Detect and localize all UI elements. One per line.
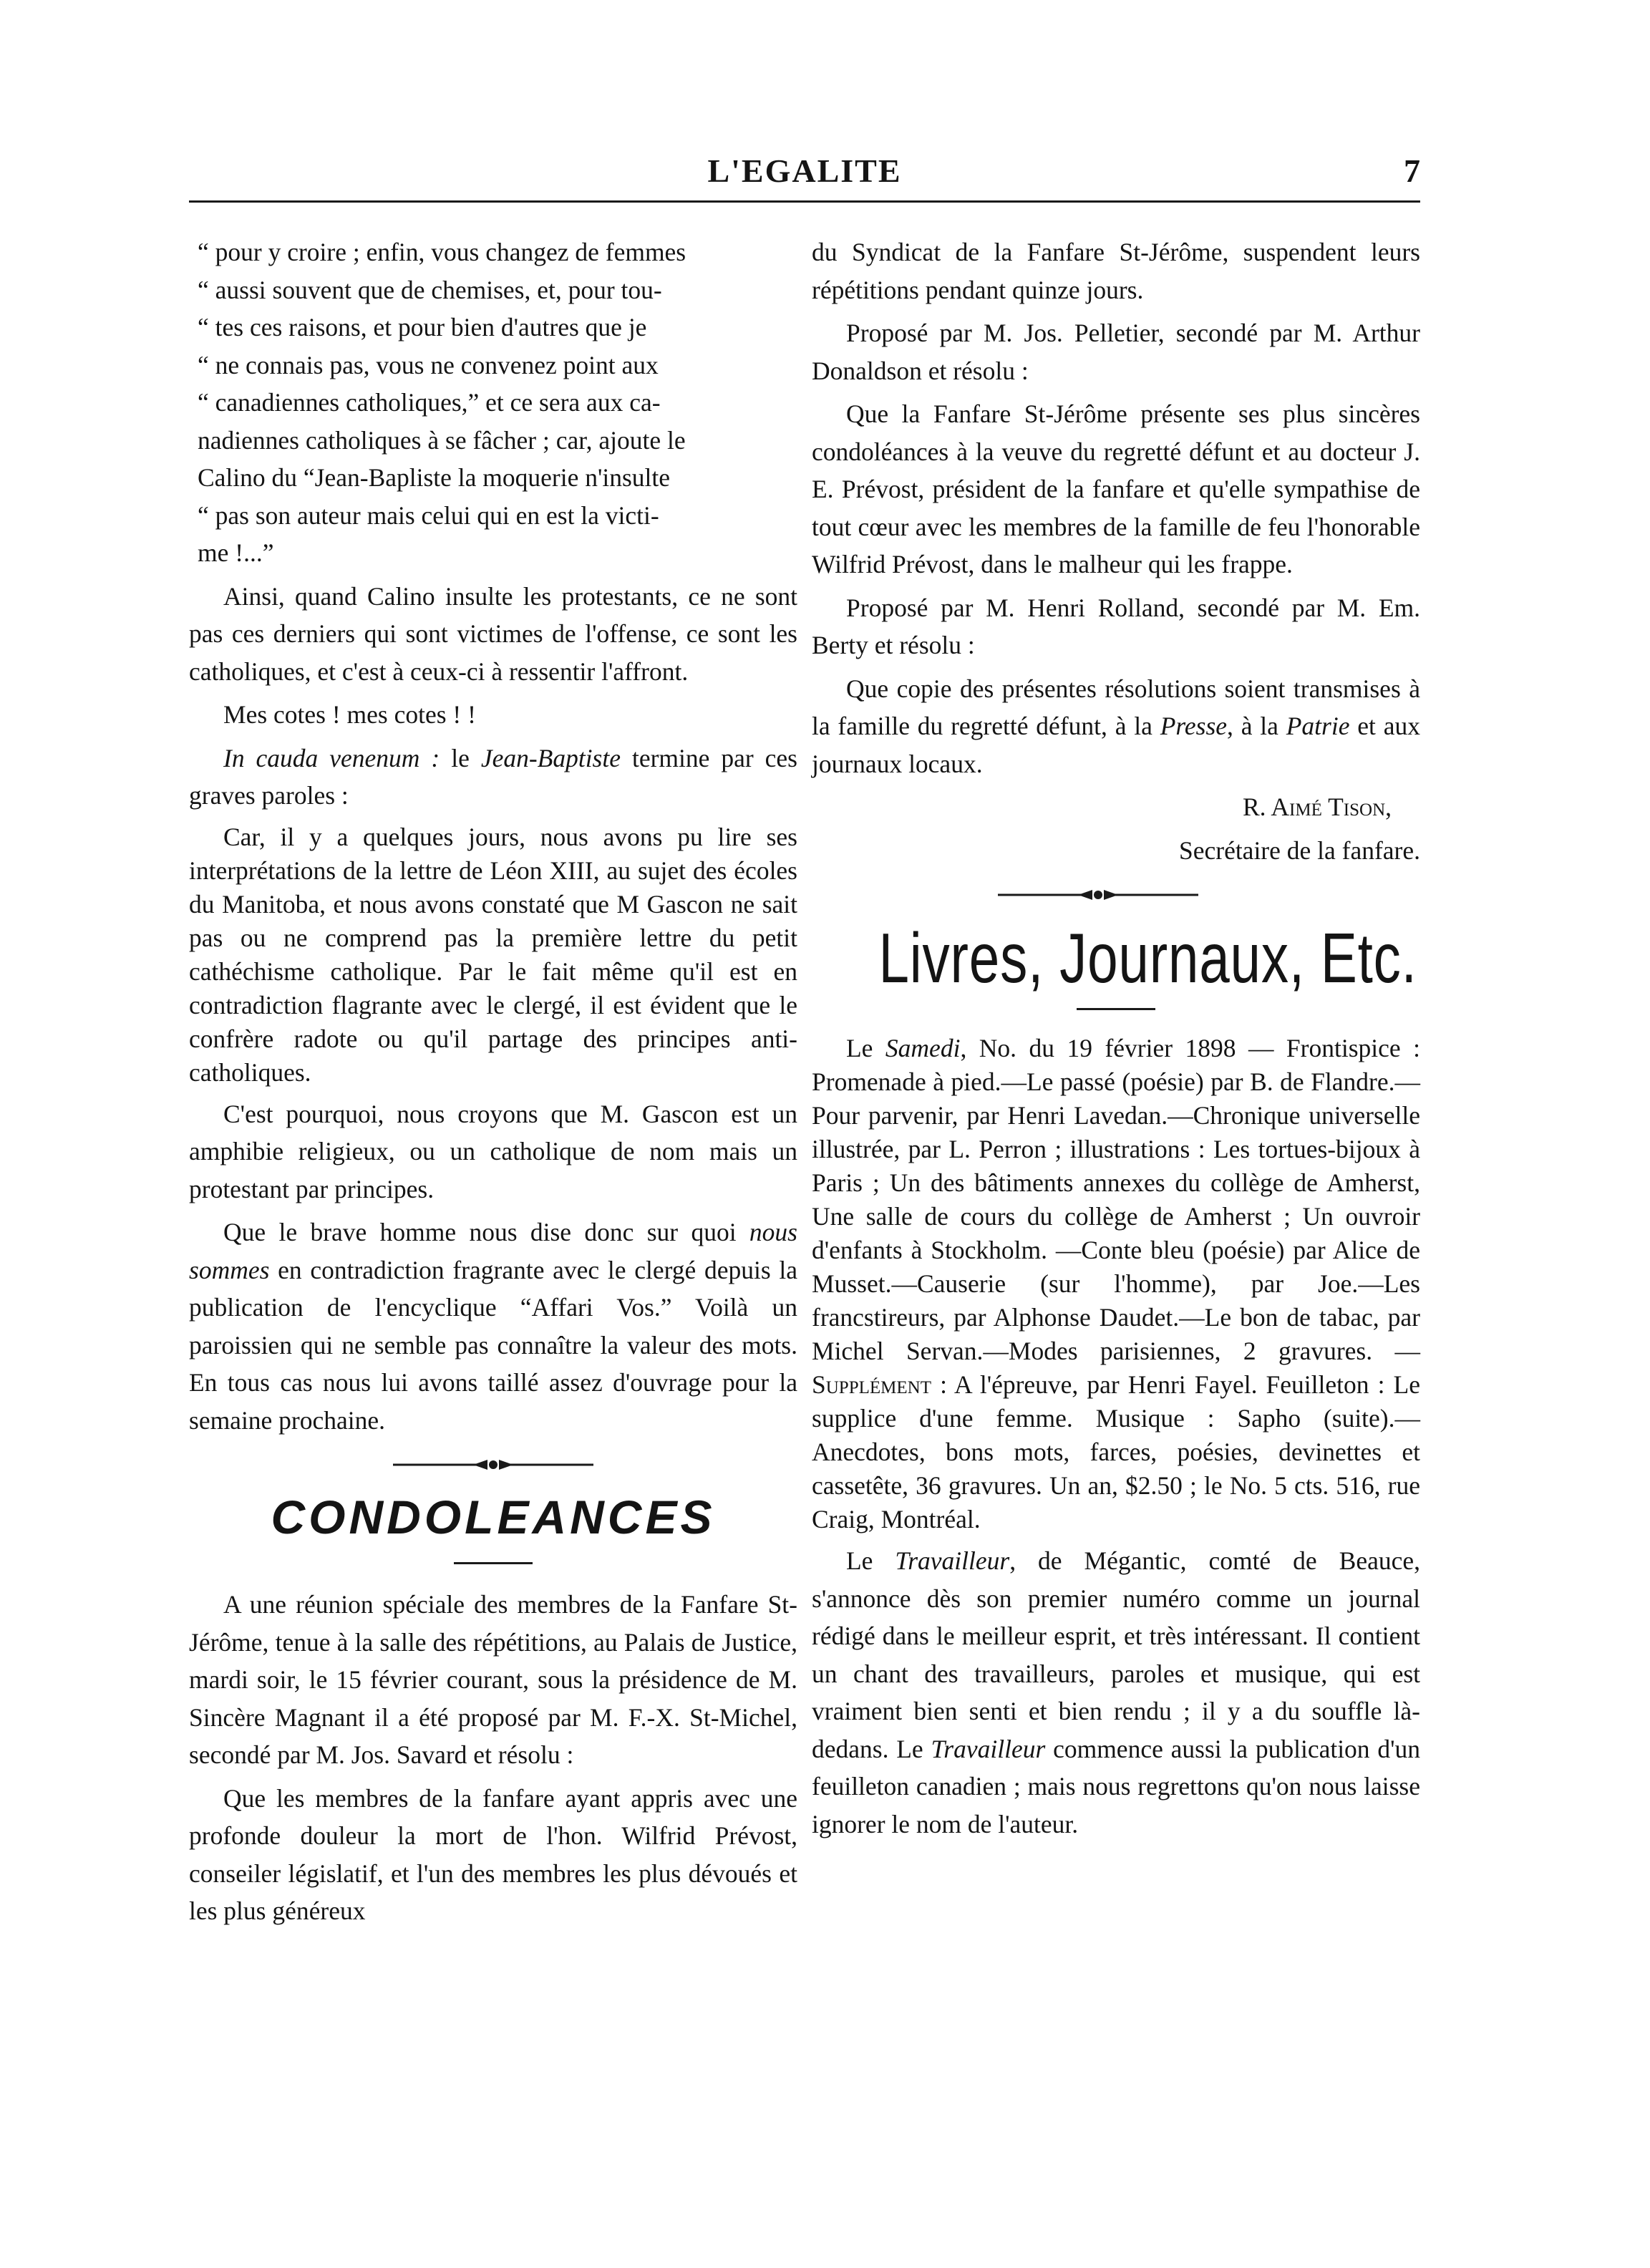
paragraph: C'est pourquoi, nous croyons que M. Gascon est un amphibie religieux, ou un catholique de nom mais un protestant par principes. — [189, 1099, 797, 1203]
signature-role: Secrétaire de la fanfare. — [1178, 835, 1420, 865]
paragraph: Proposé par M. Henri Rolland, secondé par M. Em. Berty et résolu : — [812, 593, 1420, 659]
quote-line: nadiennes catholiques à se fâcher ; car, ajoute le — [198, 425, 686, 455]
text-run: et aux journaux locaux. — [812, 712, 1420, 778]
text-run: Le — [846, 1546, 896, 1575]
text-run: , à la — [1227, 712, 1286, 740]
paragraph: A une réunion spéciale des membres de la Fanfare St-Jérôme, tenue à la salle des répétitions, au Palais de Justice, mardi soir, le 15 février courant, sous la présidence de M. Sincère Magnant il a été proposé par M. F.-X. St-Michel, secondé par M. Jos. Savard et résolu : — [189, 1590, 797, 1769]
italic-phrase: In cauda venenum : — [223, 743, 440, 772]
paragraph: Mes cotes ! mes cotes ! ! — [223, 700, 476, 729]
text-run: , de Mégantic, comté de Beauce, s'annonce dès son premier numéro comme un journal rédigé dans le meilleur esprit, et très intéressant. Il contient un chant des travailleurs, paroles et musique, qui est vraiment bien senti et bien rendu ; il y a du souffle là-dedans. Le — [812, 1546, 1420, 1763]
quoted-passage: Car, il y a quelques jours, nous avons pu lire ses interprétations de la lettre de Léon XIII, au sujet des écoles du Manitoba, et nous avons constaté que M Gascon ne sait pas ou ne comprend pas la première lettre du petit cathéchisme catholique. Par le fait même qu'il est en contradiction flagrante avec le clergé, il est évident que le confrère radote ou qu'il partage des principes anti-catholiques. — [189, 822, 797, 1087]
quote-line: “ aussi souvent que de chemises, et, pour tou- — [198, 275, 662, 304]
page-number: 7 — [1404, 152, 1420, 189]
title-rule — [1077, 1008, 1155, 1010]
text-run: : A l'épreuve, par Henri Fayel. Feuilleton : Le supplice d'une femme. Musique : Sapho (suite).—Anecdotes, bons mots, farces, poésies, devinettes et cassetête, 36 gravures. Un an, $2.50 ; le No. 5 cts. 516, rue Craig, Montréal. — [812, 1370, 1420, 1533]
italic-phrase: Jean-Baptiste — [480, 743, 621, 772]
small-caps-phrase: Supplément — [812, 1370, 931, 1399]
text-run: Le — [846, 1034, 885, 1062]
paragraph — [812, 1542, 1420, 1843]
text-run: commence aussi la publication d'un feuilleton canadien ; mais nous regrettons qu'on nous laisse ignorer le nom de l'auteur. — [812, 1734, 1420, 1838]
quote-line: me !...” — [198, 538, 274, 567]
right-column — [812, 233, 1420, 1848]
italic-phrase: Patrie — [1286, 712, 1350, 740]
header-rule — [189, 200, 1420, 203]
italic-phrase: Travailleur — [931, 1734, 1046, 1763]
section-title-condoleances: CONDOLEANCES — [271, 1491, 716, 1544]
running-title: L'EGALITE — [707, 152, 902, 189]
paragraph: Proposé par M. Jos. Pelletier, secondé par M. Arthur Donaldson et résolu : — [812, 319, 1420, 385]
quote-line: “ tes ces raisons, et pour bien d'autres que je — [198, 313, 647, 341]
paragraph: Ainsi, quand Calino insulte les protestants, ce ne sont pas ces derniers qui sont victimes de l'offense, ce sont les catholiques, et c'est à ceux-ci à ressentir l'affront. — [189, 581, 797, 686]
italic-phrase: Presse — [1160, 712, 1228, 740]
title-rule — [454, 1562, 533, 1564]
paragraph: Que les membres de la fanfare ayant appris avec une profonde douleur la mort de l'hon. Wilfrid Prévost, conseiler législatif, et l'un des membres les plus dévoués et les plus généreux — [189, 1783, 797, 1925]
italic-phrase: nous sommes — [189, 1218, 797, 1284]
paragraph: Que la Fanfare St-Jérôme présente ses plus sincères condoléances à la veuve du regretté défunt et au docteur J. E. Prévost, président de la fanfare et qu'elle sympathise de tout cœur avec les membres de la famille de feu l'honorable Wilfrid Prévost, dans le malheur qui les frappe. — [812, 399, 1420, 578]
paragraph — [812, 1032, 1420, 1536]
section-title-livres: Livres, Journaux, Etc. — [878, 919, 1417, 997]
italic-phrase: Samedi — [885, 1034, 961, 1062]
italic-phrase: Travailleur — [895, 1546, 1010, 1575]
left-column — [189, 233, 797, 1936]
quote-line: “ canadiennes catholiques,” et ce sera aux ca- — [198, 388, 661, 417]
text-run: Que le brave homme nous dise donc sur quoi — [223, 1218, 749, 1246]
text-run: le — [440, 743, 481, 772]
paragraph — [189, 740, 797, 815]
paragraph — [189, 1213, 797, 1439]
signature-name: R. Aimé Tison, — [1242, 793, 1392, 821]
text-run: en contradiction fragrante avec le clergé depuis la publication de l'encyclique “Affari Vos.” Voilà un paroissien qui ne semble pas connaître la valeur des mots. En tous cas nous lui avons taillé assez d'ouvrage pour la semaine prochaine. — [189, 1255, 797, 1435]
fleuron-ornament — [998, 886, 1198, 903]
fleuron-ornament — [393, 1456, 593, 1473]
quote-paragraph — [189, 233, 797, 572]
text-run: Que copie des présentes résolutions soient transmises à la famille du regretté défunt, à la — [812, 674, 1420, 740]
paragraph: du Syndicat de la Fanfare St-Jérôme, suspendent leurs répétitions pendant quinze jours. — [812, 238, 1420, 304]
quote-line: “ ne connais pas, vous ne convenez point aux — [198, 350, 659, 379]
quote-line: Calino du “Jean-Bapliste la moquerie n'insulte — [198, 463, 671, 492]
page-header — [189, 147, 1420, 205]
quote-line: “ pas son auteur mais celui qui en est la victi- — [198, 500, 659, 530]
text-run: termine par ces graves paroles : — [189, 743, 797, 810]
quote-line: “ pour y croire ; enfin, vous changez de femmes — [198, 238, 686, 266]
paragraph — [812, 670, 1420, 783]
text-run: , No. du 19 février 1898 — Frontispice : Promenade à pied.—Le passé (poésie) par B. de Flandre.—Pour parvenir, par Henri Lavedan.—Chronique universelle illustrée, par L. Perron ; illustrations : Les tortues-bijoux à Paris ; Un des bâtiments annexes du collège de Amherst, Une salle de cours du collège de Amherst ; Un ouvroir d'enfants à Stockholm. —Conte bleu (poésie) par Alice de Musset.—Causerie (sur l'homme), par Joe.—Les francstireurs, par Alphonse Daudet.—Le bon de tabac, par Michel Servan.—Modes parisiennes, 2 gravures. — — [812, 1034, 1420, 1365]
